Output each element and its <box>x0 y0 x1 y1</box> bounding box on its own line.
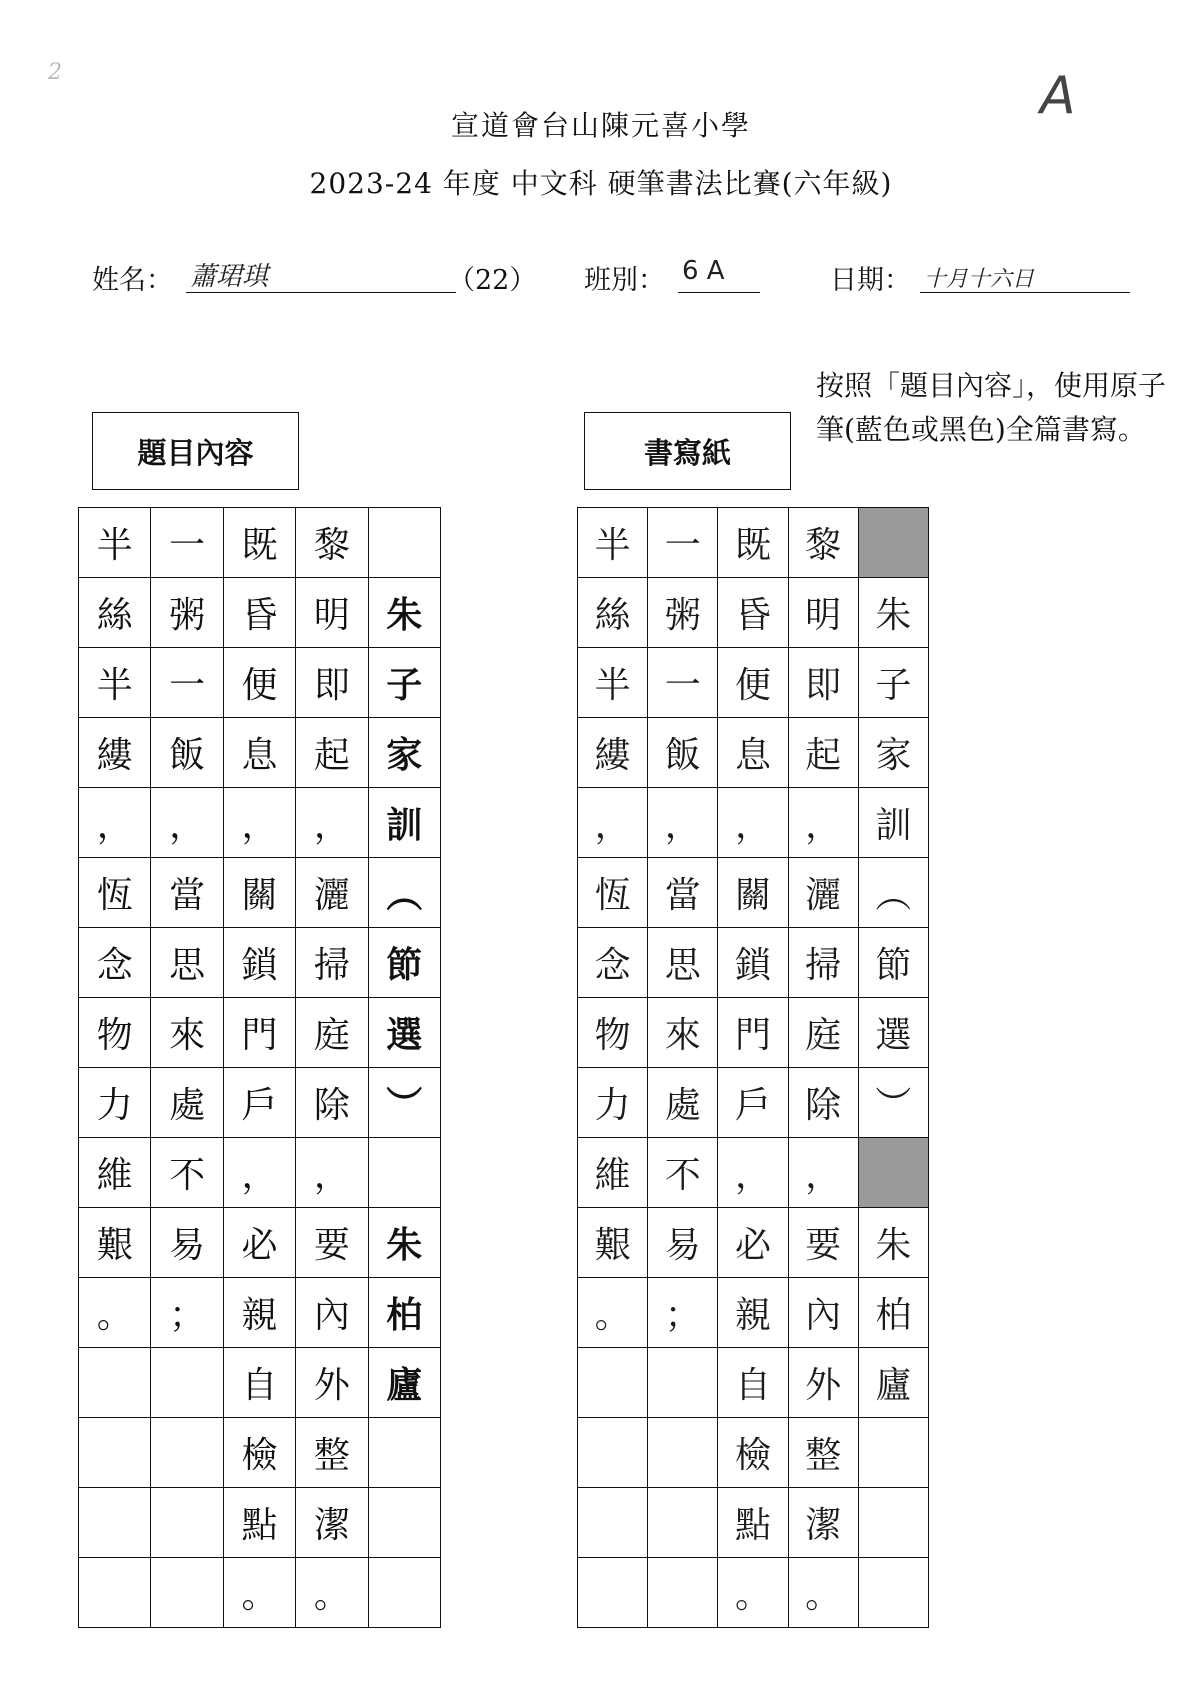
date-label: 日期： <box>830 265 911 296</box>
date-value: 十月十六日 <box>924 267 1035 292</box>
grid-cell: 維 <box>79 1138 151 1208</box>
grid-cell: 掃 <box>296 928 368 998</box>
grid-cell: 易 <box>648 1208 718 1278</box>
grid-cell <box>151 1488 223 1558</box>
grid-cell: 一 <box>648 648 718 718</box>
grade-mark: A <box>1040 66 1076 126</box>
grid-cell: 一 <box>151 508 223 578</box>
grid-row <box>79 1208 441 1278</box>
grid-row <box>578 1558 929 1628</box>
grid-cell: 當 <box>648 858 718 928</box>
grid-cell: 家 <box>368 718 440 788</box>
grid-cell: 息 <box>223 718 295 788</box>
model-text-grid <box>78 507 441 1628</box>
grid-cell: 便 <box>718 648 788 718</box>
grid-cell: 節 <box>368 928 440 998</box>
grid-cell: ， <box>296 788 368 858</box>
grid-cell: 訓 <box>368 788 440 858</box>
grid-cell: 。 <box>223 1558 295 1628</box>
grid-cell: 。 <box>296 1558 368 1628</box>
grid-cell: 檢 <box>223 1418 295 1488</box>
grid-cell: 灑 <box>788 858 858 928</box>
shaded-cell <box>858 508 928 578</box>
grid-cell: 檢 <box>718 1418 788 1488</box>
grid-cell: 外 <box>788 1348 858 1418</box>
grid-row <box>79 1488 441 1558</box>
grid-cell: 除 <box>296 1068 368 1138</box>
grid-row <box>578 1348 929 1418</box>
grid-cell: 明 <box>296 578 368 648</box>
grid-cell: 維 <box>578 1138 648 1208</box>
grid-cell: 關 <box>718 858 788 928</box>
grid-cell: 當 <box>151 858 223 928</box>
grid-cell: 庭 <box>788 998 858 1068</box>
grid-cell: ， <box>296 1138 368 1208</box>
grid-row <box>578 578 929 648</box>
grid-row <box>79 718 441 788</box>
grid-cell <box>578 1488 648 1558</box>
grid-cell: 飯 <box>648 718 718 788</box>
grid-cell: ， <box>151 788 223 858</box>
grid-cell: ， <box>718 788 788 858</box>
grid-cell: 必 <box>718 1208 788 1278</box>
grid-cell: 必 <box>223 1208 295 1278</box>
grid-row <box>79 1068 441 1138</box>
grid-cell: ， <box>79 788 151 858</box>
grid-cell <box>648 1348 718 1418</box>
grid-row <box>578 1208 929 1278</box>
grid-cell: 灑 <box>296 858 368 928</box>
grid-cell: 潔 <box>788 1488 858 1558</box>
grid-cell: 不 <box>648 1138 718 1208</box>
grid-cell: 鎖 <box>223 928 295 998</box>
grid-cell: 外 <box>296 1348 368 1418</box>
grid-cell: 思 <box>648 928 718 998</box>
grid-cell: 物 <box>578 998 648 1068</box>
grid-cell: 選 <box>858 998 928 1068</box>
grid-row <box>578 858 929 928</box>
grid-cell: 。 <box>79 1278 151 1348</box>
grid-row <box>79 508 441 578</box>
grid-cell: ︶ <box>368 1068 440 1138</box>
grid-cell: 門 <box>718 998 788 1068</box>
grid-row <box>578 508 929 578</box>
grid-cell: 息 <box>718 718 788 788</box>
grid-row <box>79 788 441 858</box>
grid-row <box>79 648 441 718</box>
grid-cell: 念 <box>578 928 648 998</box>
grid-cell: 朱 <box>368 578 440 648</box>
grid-cell <box>79 1488 151 1558</box>
grid-cell: 艱 <box>79 1208 151 1278</box>
class-value: 6 A <box>682 256 725 286</box>
grid-row <box>79 1138 441 1208</box>
name-underline <box>186 292 456 293</box>
grid-cell: 既 <box>718 508 788 578</box>
grid-cell: 起 <box>788 718 858 788</box>
grid-row <box>578 928 929 998</box>
grid-row <box>578 998 929 1068</box>
date-underline <box>920 292 1130 293</box>
grid-cell <box>79 1558 151 1628</box>
grid-cell: 便 <box>223 648 295 718</box>
grid-cell <box>151 1418 223 1488</box>
grid-cell: 子 <box>368 648 440 718</box>
grid-cell: 戶 <box>223 1068 295 1138</box>
grid-cell <box>368 508 440 578</box>
grid-cell: 力 <box>79 1068 151 1138</box>
grid-cell: 處 <box>648 1068 718 1138</box>
grid-cell: 即 <box>296 648 368 718</box>
grid-cell: 整 <box>788 1418 858 1488</box>
grid-cell <box>858 1488 928 1558</box>
grid-cell: 恆 <box>79 858 151 928</box>
grid-row <box>578 1488 929 1558</box>
grid-cell <box>648 1418 718 1488</box>
grid-cell: 訓 <box>858 788 928 858</box>
grid-cell: 。 <box>788 1558 858 1628</box>
grid-cell <box>648 1558 718 1628</box>
grid-cell: 起 <box>296 718 368 788</box>
grid-cell: 子 <box>858 648 928 718</box>
grid-cell <box>578 1558 648 1628</box>
grid-row <box>79 1418 441 1488</box>
grid-row <box>578 788 929 858</box>
grid-cell: 半 <box>79 648 151 718</box>
grid-cell: 點 <box>223 1488 295 1558</box>
grid-cell <box>368 1488 440 1558</box>
contest-title: 2023-24 年度 中文科 硬筆書法比賽(六年級) <box>309 167 893 200</box>
grid-cell: 要 <box>788 1208 858 1278</box>
grid-cell: 除 <box>788 1068 858 1138</box>
grid-cell: 來 <box>648 998 718 1068</box>
grid-cell: 整 <box>296 1418 368 1488</box>
grid-cell: ︶ <box>858 1068 928 1138</box>
grid-cell: 朱 <box>368 1208 440 1278</box>
grid-cell: 朱 <box>858 1208 928 1278</box>
grid-cell: 鎖 <box>718 928 788 998</box>
grid-row <box>79 928 441 998</box>
grid-cell: ， <box>788 1138 858 1208</box>
grid-row <box>79 578 441 648</box>
grid-cell <box>368 1558 440 1628</box>
name-label: 姓名： <box>92 265 173 296</box>
grid-cell: 半 <box>79 508 151 578</box>
grid-cell: 內 <box>788 1278 858 1348</box>
grid-row <box>578 1278 929 1348</box>
grid-cell: 選 <box>368 998 440 1068</box>
grid-cell: 昏 <box>223 578 295 648</box>
grid-cell: 一 <box>151 648 223 718</box>
grid-cell: 不 <box>151 1138 223 1208</box>
grid-cell: 柏 <box>858 1278 928 1348</box>
grid-cell: 掃 <box>788 928 858 998</box>
grid-cell <box>858 1558 928 1628</box>
grid-row <box>79 998 441 1068</box>
grid-cell: 親 <box>718 1278 788 1348</box>
grid-row <box>79 858 441 928</box>
model-text-label: 題目內容 <box>92 412 299 490</box>
grid-cell: ， <box>223 1138 295 1208</box>
grid-row <box>79 1348 441 1418</box>
grid-cell: 一 <box>648 508 718 578</box>
grid-cell: ； <box>648 1278 718 1348</box>
grid-cell: 黎 <box>788 508 858 578</box>
grid-cell: 潔 <box>296 1488 368 1558</box>
grid-cell: 易 <box>151 1208 223 1278</box>
grid-row <box>578 1418 929 1488</box>
grid-cell: 力 <box>578 1068 648 1138</box>
grid-cell: ， <box>578 788 648 858</box>
grid-cell: 縷 <box>79 718 151 788</box>
grid-cell <box>578 1418 648 1488</box>
grid-row <box>79 1278 441 1348</box>
grid-cell: 即 <box>788 648 858 718</box>
grid-cell: 念 <box>79 928 151 998</box>
grid-row <box>578 648 929 718</box>
grid-cell <box>368 1418 440 1488</box>
grid-row <box>578 1138 929 1208</box>
grid-cell: 親 <box>223 1278 295 1348</box>
grid-cell: ， <box>223 788 295 858</box>
grid-row <box>79 1558 441 1628</box>
instructions: 按照「題目內容」，使用原子筆(藍色或黑色)全篇書寫。 <box>816 369 1167 446</box>
grid-cell <box>79 1418 151 1488</box>
grid-cell: ； <box>151 1278 223 1348</box>
grid-cell: 艱 <box>578 1208 648 1278</box>
grid-cell: 粥 <box>648 578 718 648</box>
grid-cell <box>79 1348 151 1418</box>
grid-cell: 半 <box>578 508 648 578</box>
grid-cell: 既 <box>223 508 295 578</box>
grid-cell <box>151 1348 223 1418</box>
grid-cell: 昏 <box>718 578 788 648</box>
grid-cell: ︵ <box>858 858 928 928</box>
grid-cell: 思 <box>151 928 223 998</box>
grid-cell: 縷 <box>578 718 648 788</box>
grid-cell: 節 <box>858 928 928 998</box>
grid-cell: 明 <box>788 578 858 648</box>
grid-cell: 處 <box>151 1068 223 1138</box>
grid-cell: 門 <box>223 998 295 1068</box>
grid-cell <box>648 1488 718 1558</box>
grid-cell: 。 <box>578 1278 648 1348</box>
grid-cell: ， <box>788 788 858 858</box>
grid-row <box>578 718 929 788</box>
grid-cell: 自 <box>718 1348 788 1418</box>
grid-cell: 朱 <box>858 578 928 648</box>
grid-cell <box>858 1418 928 1488</box>
grid-cell: 關 <box>223 858 295 928</box>
grid-cell <box>578 1348 648 1418</box>
grid-cell: 點 <box>718 1488 788 1558</box>
student-number: （22） <box>448 265 537 296</box>
grid-cell: 。 <box>718 1558 788 1628</box>
grid-cell: ， <box>648 788 718 858</box>
grid-cell: ︵ <box>368 858 440 928</box>
class-label: 班別： <box>584 265 665 296</box>
class-underline <box>678 292 760 293</box>
grid-cell: 庭 <box>296 998 368 1068</box>
school-name: 宣道會台山陳元喜小學 <box>450 109 751 142</box>
grid-cell: 戶 <box>718 1068 788 1138</box>
grid-cell: 廬 <box>858 1348 928 1418</box>
grid-cell: 半 <box>578 648 648 718</box>
grid-cell: 自 <box>223 1348 295 1418</box>
grid-cell: 要 <box>296 1208 368 1278</box>
shaded-cell <box>858 1138 928 1208</box>
writing-paper-grid <box>577 507 929 1628</box>
grid-cell: 絲 <box>79 578 151 648</box>
grid-cell: ， <box>718 1138 788 1208</box>
grid-cell: 來 <box>151 998 223 1068</box>
grid-cell <box>151 1558 223 1628</box>
grid-cell: 黎 <box>296 508 368 578</box>
grid-cell: 柏 <box>368 1278 440 1348</box>
grid-cell: 家 <box>858 718 928 788</box>
grid-cell: 內 <box>296 1278 368 1348</box>
name-value: 蕭珺琪 <box>190 262 269 292</box>
grid-cell: 飯 <box>151 718 223 788</box>
corner-pencil-mark: 2 <box>48 60 62 85</box>
grid-cell: 廬 <box>368 1348 440 1418</box>
grid-cell: 粥 <box>151 578 223 648</box>
grid-row <box>578 1068 929 1138</box>
grid-cell: 絲 <box>578 578 648 648</box>
writing-paper-label: 書寫紙 <box>584 412 791 490</box>
grid-cell: 物 <box>79 998 151 1068</box>
grid-cell: 恆 <box>578 858 648 928</box>
grid-cell <box>368 1138 440 1208</box>
